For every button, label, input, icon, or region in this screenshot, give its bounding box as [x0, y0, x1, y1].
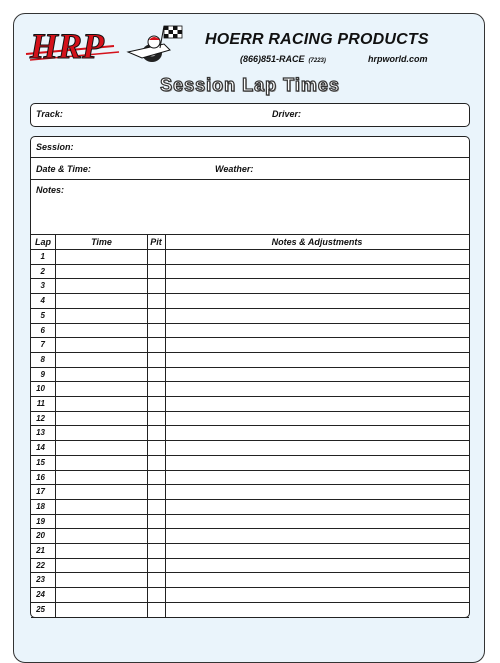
lap-number: 1 — [40, 252, 45, 261]
row-divider — [31, 572, 469, 573]
row-divider — [31, 381, 469, 382]
row-divider — [31, 484, 469, 485]
track-label: Track: — [36, 109, 63, 119]
header-divider — [31, 249, 469, 250]
row-divider — [31, 514, 469, 515]
column-divider — [165, 235, 166, 617]
divider — [31, 179, 469, 180]
row-divider — [31, 470, 469, 471]
lap-number: 12 — [36, 413, 45, 423]
lap-number: 19 — [36, 516, 45, 526]
notes-column-header: Notes & Adjustments — [271, 237, 363, 247]
track-driver-box — [30, 103, 470, 127]
logo-text: HRP — [30, 26, 105, 66]
company-name: HOERR RACING PRODUCTS — [205, 31, 429, 48]
lap-number: 25 — [36, 604, 45, 614]
lap-number: 4 — [40, 296, 45, 306]
row-divider — [31, 352, 469, 353]
row-divider — [31, 396, 469, 397]
row-divider — [31, 617, 469, 618]
lap-number: 15 — [36, 457, 45, 467]
row-divider — [31, 587, 469, 588]
hrp-logo — [24, 20, 194, 70]
lap-number: 2 — [40, 266, 45, 276]
row-divider — [31, 337, 469, 338]
row-divider — [31, 528, 469, 529]
row-divider — [31, 293, 469, 294]
lap-number: 17 — [36, 487, 45, 497]
lap-number: 13 — [36, 428, 45, 438]
lap-number: 6 — [40, 325, 45, 335]
session-box — [30, 136, 470, 618]
driver-label: Driver: — [272, 109, 302, 119]
session-label: Session: — [36, 142, 74, 152]
lap-number: 9 — [40, 369, 45, 379]
row-divider — [31, 558, 469, 559]
phone-number: (866)851-RACE (7223) — [240, 54, 326, 64]
row-divider — [31, 425, 469, 426]
divider — [31, 234, 469, 235]
row-divider — [31, 499, 469, 500]
website: hrpworld.com — [368, 54, 428, 64]
row-divider — [31, 411, 469, 412]
lap-number: 3 — [40, 281, 45, 291]
lap-number: 8 — [40, 354, 45, 364]
time-column-header: Time — [91, 237, 112, 247]
pit-column-header: Pit — [150, 237, 162, 247]
row-divider — [31, 323, 469, 324]
lap-number: 5 — [40, 310, 45, 320]
lap-number: 7 — [40, 340, 45, 350]
lap-number: 14 — [36, 443, 45, 453]
notes-label: Notes: — [36, 185, 65, 195]
lap-column-header: Lap — [34, 237, 51, 247]
row-divider — [31, 264, 469, 265]
lap-number: 21 — [36, 546, 45, 555]
date-time-label: Date & Time: — [36, 164, 91, 174]
row-divider — [31, 308, 469, 309]
row-divider — [31, 440, 469, 441]
lap-number: 10 — [36, 384, 45, 394]
lap-number: 22 — [36, 560, 45, 570]
row-divider — [31, 278, 469, 279]
lap-number: 24 — [36, 590, 45, 600]
page-title: Session Lap Times — [160, 75, 340, 95]
divider — [31, 157, 469, 158]
lap-number: 23 — [36, 575, 45, 585]
lap-number: 16 — [36, 472, 45, 482]
column-divider — [147, 235, 148, 617]
row-divider — [31, 602, 469, 603]
row-divider — [31, 367, 469, 368]
row-divider — [31, 543, 469, 544]
column-divider — [55, 235, 56, 617]
lap-number: 18 — [36, 501, 45, 511]
lap-number: 11 — [36, 399, 45, 408]
row-divider — [31, 455, 469, 456]
lap-number: 20 — [36, 531, 45, 541]
weather-label: Weather: — [215, 164, 254, 174]
